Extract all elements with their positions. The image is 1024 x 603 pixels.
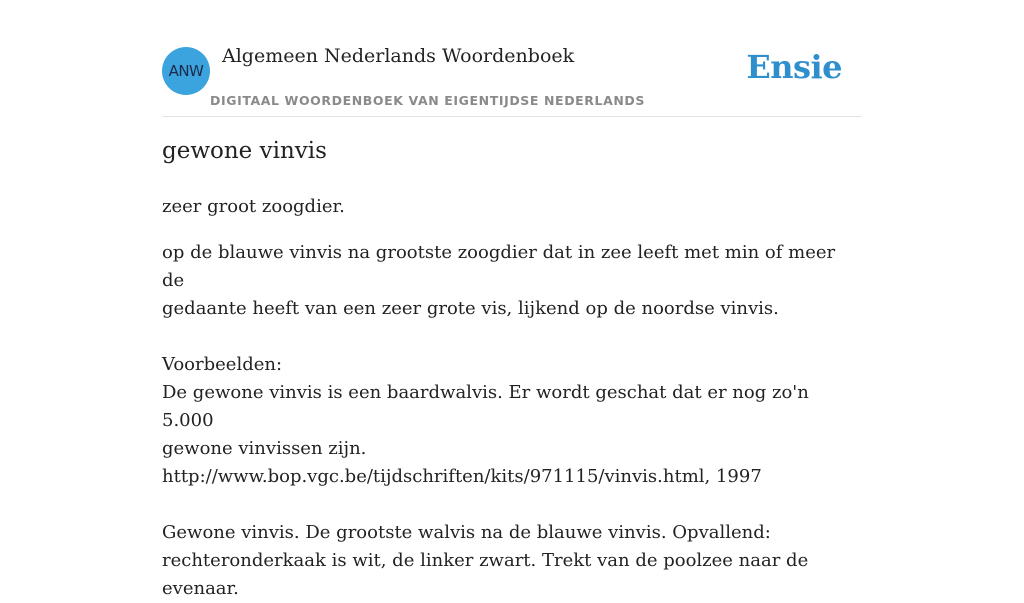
- site-title[interactable]: Algemeen Nederlands Woordenboek: [222, 45, 575, 67]
- entry-definition: zeer groot zoogdier.: [162, 196, 345, 217]
- spacer: [162, 491, 862, 519]
- example-text: Gewone vinvis. De grootste walvis na de blauwe vinvis. Opvallend:: [162, 522, 771, 543]
- example-text: rechteronderkaak is wit, de linker zwart. Trekt van de poolzee naar de evenaar.: [162, 550, 809, 599]
- spacer: [162, 323, 862, 351]
- anw-logo[interactable]: ANW: [162, 47, 210, 95]
- entry-title: gewone vinvis: [162, 138, 327, 164]
- site-subtitle: DIGITAAL WOORDENBOEK VAN EIGENTIJDSE NEDERLANDS: [210, 93, 646, 108]
- explanation-line: gedaante heeft van een zeer grote vis, lijkend op de noordse vinvis.: [162, 298, 779, 319]
- example-source: http://www.bop.vgc.be/tijdschriften/kits/971115/vinvis.html, 1997: [162, 466, 762, 487]
- example-text: De gewone vinvis is een baardwalvis. Er wordt geschat dat er nog zo'n 5.000: [162, 382, 809, 431]
- ensie-brand-link[interactable]: Ensie: [746, 48, 842, 86]
- site-header: [162, 0, 862, 117]
- example-text: gewone vinvissen zijn.: [162, 438, 367, 459]
- page-container: [162, 0, 862, 599]
- entry-explanation: [162, 239, 862, 603]
- examples-heading: Voorbeelden:: [162, 354, 283, 375]
- explanation-line: op de blauwe vinvis na grootste zoogdier dat in zee leeft met min of meer de: [162, 242, 836, 291]
